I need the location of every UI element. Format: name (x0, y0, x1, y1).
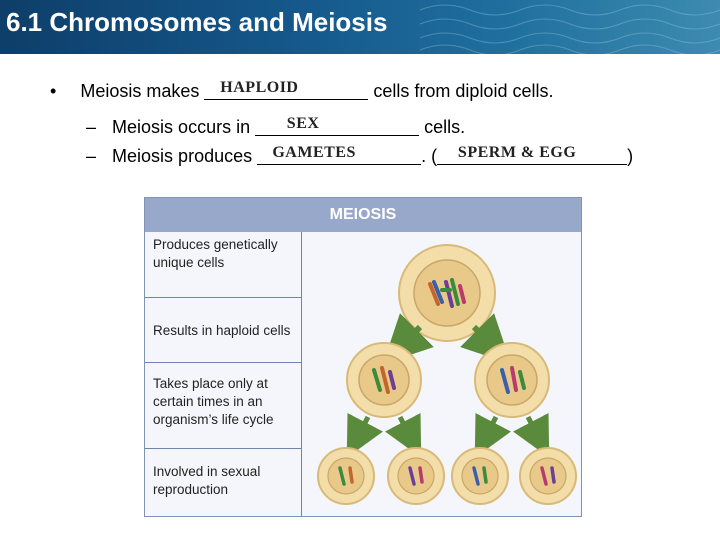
sub-bullet-text-before: Meiosis produces (112, 146, 253, 166)
answer-blank-gametes (257, 145, 421, 165)
answer-text-gametes: GAMETES (272, 144, 356, 161)
property-text: Results in haploid cells (153, 323, 291, 338)
gamete-cell (452, 448, 508, 504)
property-text: Takes place only at certain times in an organism’s life cycle (153, 376, 274, 427)
daughter-cell (347, 343, 421, 417)
bullet-marker: • (50, 81, 57, 101)
division-arrow (484, 417, 496, 440)
property-row (145, 449, 301, 516)
property-text: Produces genetically unique cells (153, 237, 278, 270)
answer-text-haploid: HAPLOID (220, 79, 299, 96)
property-row (145, 232, 301, 298)
answer-text-sex: SEX (286, 115, 320, 132)
gamete-cell (318, 448, 374, 504)
property-text: Involved in sexual reproduction (153, 464, 261, 497)
gamete-cell (520, 448, 576, 504)
property-row (145, 298, 301, 363)
bullet-line-main (50, 80, 553, 102)
sub-bullet-marker: – (86, 117, 97, 137)
division-arrow (400, 327, 420, 347)
division-arrow (474, 327, 494, 347)
sub-bullet-text-middle: . ( (421, 146, 438, 166)
gamete-cell (388, 448, 444, 504)
page-title: 6.1 Chromosomes and Meiosis (6, 7, 388, 37)
meiosis-figure (144, 197, 582, 517)
division-arrow (528, 417, 540, 440)
sub-bullet-text-after: ) (627, 146, 634, 166)
bullet-text-after: cells from diploid cells. (373, 81, 554, 101)
sub-bullet-text-after: cells. (424, 117, 466, 137)
property-row (145, 363, 301, 449)
meiosis-diagram (302, 232, 581, 516)
title-banner (0, 0, 720, 54)
division-arrow (356, 417, 368, 440)
sub-bullet-marker: – (86, 146, 97, 166)
answer-blank-sperm-egg (437, 145, 627, 165)
answer-text-sperm-egg: SPERM & EGG (457, 144, 577, 161)
answer-blank-haploid (204, 80, 368, 100)
sub-bullet-text-before: Meiosis occurs in (112, 117, 251, 137)
parent-cell (399, 245, 495, 341)
bullet-text-before: Meiosis makes (80, 81, 200, 101)
division-arrow (400, 417, 412, 440)
daughter-cell (475, 343, 549, 417)
dna-pattern-background (420, 0, 720, 54)
figure-header: MEIOSIS (145, 198, 581, 232)
sub-bullet-line-2 (86, 145, 633, 167)
figure-properties-column (145, 232, 302, 516)
answer-blank-sex (255, 116, 419, 136)
sub-bullet-line-1 (86, 116, 465, 138)
